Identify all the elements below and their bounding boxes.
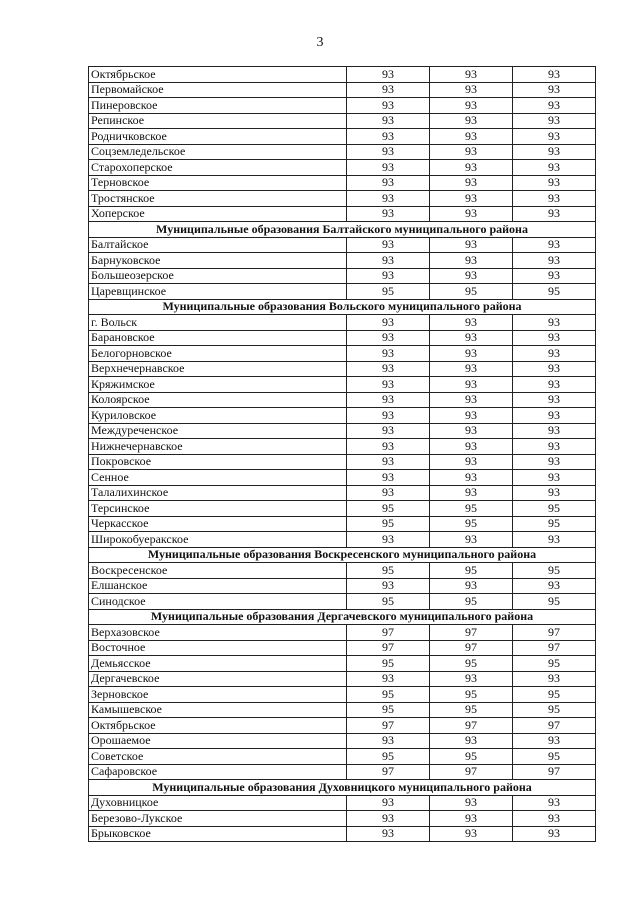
municipality-name: Царевщинское bbox=[89, 284, 347, 300]
table-row bbox=[89, 795, 596, 811]
municipality-name: Колоярское bbox=[89, 392, 347, 408]
table-row bbox=[89, 656, 596, 672]
table-row bbox=[89, 113, 596, 129]
value-cell-2: 93 bbox=[430, 330, 513, 346]
table-row bbox=[89, 253, 596, 269]
value-cell-2: 93 bbox=[430, 237, 513, 253]
value-cell-3: 93 bbox=[513, 485, 596, 501]
municipality-name: Репинское bbox=[89, 113, 347, 129]
table-row bbox=[89, 82, 596, 98]
value-cell-2: 93 bbox=[430, 98, 513, 114]
municipality-name: Родничковское bbox=[89, 129, 347, 145]
section-title: Муниципальные образования Вольского муниципального района bbox=[89, 299, 596, 315]
value-cell-3: 93 bbox=[513, 346, 596, 362]
table-row bbox=[89, 578, 596, 594]
value-cell-2: 93 bbox=[430, 439, 513, 455]
value-cell-3: 95 bbox=[513, 702, 596, 718]
table-row bbox=[89, 346, 596, 362]
value-cell-3: 93 bbox=[513, 315, 596, 331]
value-cell-3: 93 bbox=[513, 330, 596, 346]
table-row bbox=[89, 268, 596, 284]
value-cell-3: 93 bbox=[513, 237, 596, 253]
value-cell-1: 93 bbox=[347, 361, 430, 377]
value-cell-2: 93 bbox=[430, 811, 513, 827]
table-row bbox=[89, 144, 596, 160]
value-cell-2: 95 bbox=[430, 594, 513, 610]
municipality-name: Воскресенское bbox=[89, 563, 347, 579]
value-cell-3: 93 bbox=[513, 82, 596, 98]
table-row bbox=[89, 284, 596, 300]
table-row bbox=[89, 191, 596, 207]
value-cell-2: 95 bbox=[430, 516, 513, 532]
value-cell-2: 93 bbox=[430, 392, 513, 408]
section-header-row bbox=[89, 222, 596, 238]
value-cell-3: 93 bbox=[513, 470, 596, 486]
municipality-name: Черкасское bbox=[89, 516, 347, 532]
value-cell-1: 95 bbox=[347, 516, 430, 532]
value-cell-2: 93 bbox=[430, 361, 513, 377]
value-cell-3: 93 bbox=[513, 67, 596, 83]
value-cell-3: 93 bbox=[513, 113, 596, 129]
value-cell-2: 93 bbox=[430, 129, 513, 145]
value-cell-3: 93 bbox=[513, 253, 596, 269]
municipality-name: Елшанское bbox=[89, 578, 347, 594]
table-row bbox=[89, 129, 596, 145]
table-row bbox=[89, 439, 596, 455]
value-cell-1: 93 bbox=[347, 82, 430, 98]
value-cell-2: 93 bbox=[430, 532, 513, 548]
value-cell-1: 93 bbox=[347, 377, 430, 393]
value-cell-3: 93 bbox=[513, 454, 596, 470]
value-cell-1: 93 bbox=[347, 392, 430, 408]
table-row bbox=[89, 640, 596, 656]
value-cell-2: 93 bbox=[430, 175, 513, 191]
value-cell-3: 93 bbox=[513, 439, 596, 455]
value-cell-1: 97 bbox=[347, 764, 430, 780]
value-cell-1: 93 bbox=[347, 129, 430, 145]
value-cell-3: 95 bbox=[513, 563, 596, 579]
value-cell-2: 95 bbox=[430, 563, 513, 579]
table-row bbox=[89, 516, 596, 532]
value-cell-3: 97 bbox=[513, 625, 596, 641]
value-cell-2: 93 bbox=[430, 377, 513, 393]
value-cell-1: 93 bbox=[347, 454, 430, 470]
value-cell-3: 93 bbox=[513, 795, 596, 811]
table-row bbox=[89, 764, 596, 780]
value-cell-1: 97 bbox=[347, 718, 430, 734]
value-cell-2: 93 bbox=[430, 160, 513, 176]
municipality-name: Старохоперское bbox=[89, 160, 347, 176]
value-cell-3: 93 bbox=[513, 826, 596, 842]
value-cell-2: 93 bbox=[430, 268, 513, 284]
table-row bbox=[89, 702, 596, 718]
municipality-name: Балтайское bbox=[89, 237, 347, 253]
section-header-row bbox=[89, 609, 596, 625]
value-cell-3: 95 bbox=[513, 516, 596, 532]
value-cell-1: 93 bbox=[347, 532, 430, 548]
value-cell-1: 93 bbox=[347, 98, 430, 114]
value-cell-3: 93 bbox=[513, 532, 596, 548]
value-cell-3: 93 bbox=[513, 423, 596, 439]
value-cell-2: 97 bbox=[430, 625, 513, 641]
table-row bbox=[89, 67, 596, 83]
municipality-name: Барнуковское bbox=[89, 253, 347, 269]
table-row bbox=[89, 625, 596, 641]
municipality-name: Октябрьское bbox=[89, 718, 347, 734]
value-cell-1: 93 bbox=[347, 485, 430, 501]
value-cell-3: 93 bbox=[513, 671, 596, 687]
municipality-name: Камышевское bbox=[89, 702, 347, 718]
value-cell-3: 93 bbox=[513, 98, 596, 114]
municipality-name: Духовницкое bbox=[89, 795, 347, 811]
value-cell-2: 93 bbox=[430, 826, 513, 842]
municipality-name: Соцземледельское bbox=[89, 144, 347, 160]
municipality-name: Верхазовское bbox=[89, 625, 347, 641]
table-row bbox=[89, 330, 596, 346]
value-cell-2: 93 bbox=[430, 733, 513, 749]
value-cell-1: 93 bbox=[347, 439, 430, 455]
section-title: Муниципальные образования Воскресенского муниципального района bbox=[89, 547, 596, 563]
value-cell-1: 93 bbox=[347, 206, 430, 222]
municipality-name: Дергачевское bbox=[89, 671, 347, 687]
municipality-name: Березово-Лукское bbox=[89, 811, 347, 827]
value-cell-3: 95 bbox=[513, 501, 596, 517]
value-cell-2: 93 bbox=[430, 454, 513, 470]
table-row bbox=[89, 206, 596, 222]
table-row bbox=[89, 377, 596, 393]
value-cell-1: 93 bbox=[347, 144, 430, 160]
value-cell-3: 95 bbox=[513, 594, 596, 610]
value-cell-3: 93 bbox=[513, 392, 596, 408]
value-cell-3: 93 bbox=[513, 268, 596, 284]
municipality-name: г. Вольск bbox=[89, 315, 347, 331]
municipality-name: Кряжимское bbox=[89, 377, 347, 393]
municipality-name: Синодское bbox=[89, 594, 347, 610]
value-cell-1: 93 bbox=[347, 330, 430, 346]
value-cell-3: 93 bbox=[513, 144, 596, 160]
value-cell-1: 95 bbox=[347, 284, 430, 300]
value-cell-1: 93 bbox=[347, 191, 430, 207]
value-cell-1: 93 bbox=[347, 795, 430, 811]
value-cell-3: 95 bbox=[513, 656, 596, 672]
value-cell-3: 93 bbox=[513, 206, 596, 222]
table-row bbox=[89, 501, 596, 517]
value-cell-3: 97 bbox=[513, 764, 596, 780]
value-cell-3: 93 bbox=[513, 733, 596, 749]
value-cell-2: 95 bbox=[430, 749, 513, 765]
municipality-name: Барановское bbox=[89, 330, 347, 346]
table-row bbox=[89, 811, 596, 827]
municipality-name: Восточное bbox=[89, 640, 347, 656]
table-row bbox=[89, 563, 596, 579]
value-cell-3: 93 bbox=[513, 377, 596, 393]
value-cell-1: 93 bbox=[347, 470, 430, 486]
table-row bbox=[89, 175, 596, 191]
value-cell-1: 93 bbox=[347, 408, 430, 424]
municipality-name: Советское bbox=[89, 749, 347, 765]
table-row bbox=[89, 237, 596, 253]
table-row bbox=[89, 749, 596, 765]
value-cell-2: 93 bbox=[430, 795, 513, 811]
table-row bbox=[89, 485, 596, 501]
value-cell-3: 97 bbox=[513, 718, 596, 734]
municipality-name: Первомайское bbox=[89, 82, 347, 98]
value-cell-1: 93 bbox=[347, 578, 430, 594]
value-cell-2: 93 bbox=[430, 408, 513, 424]
value-cell-1: 93 bbox=[347, 671, 430, 687]
municipality-name: Талалихинское bbox=[89, 485, 347, 501]
table-row bbox=[89, 733, 596, 749]
section-header-row bbox=[89, 299, 596, 315]
value-cell-2: 93 bbox=[430, 144, 513, 160]
value-cell-1: 95 bbox=[347, 594, 430, 610]
table-row bbox=[89, 392, 596, 408]
value-cell-3: 93 bbox=[513, 408, 596, 424]
value-cell-1: 93 bbox=[347, 346, 430, 362]
value-cell-3: 93 bbox=[513, 578, 596, 594]
table-row bbox=[89, 671, 596, 687]
section-header-row bbox=[89, 780, 596, 796]
value-cell-1: 93 bbox=[347, 811, 430, 827]
municipality-name: Брыковское bbox=[89, 826, 347, 842]
value-cell-1: 93 bbox=[347, 268, 430, 284]
municipality-name: Нижнечернавское bbox=[89, 439, 347, 455]
table-row bbox=[89, 361, 596, 377]
value-cell-2: 93 bbox=[430, 671, 513, 687]
table-row bbox=[89, 826, 596, 842]
municipality-name: Верхнечернавское bbox=[89, 361, 347, 377]
municipality-name: Покровское bbox=[89, 454, 347, 470]
value-cell-1: 95 bbox=[347, 749, 430, 765]
table-row bbox=[89, 718, 596, 734]
value-cell-1: 97 bbox=[347, 640, 430, 656]
value-cell-2: 93 bbox=[430, 113, 513, 129]
section-title: Муниципальные образования Духовницкого муниципального района bbox=[89, 780, 596, 796]
value-cell-1: 93 bbox=[347, 113, 430, 129]
municipality-name: Зерновское bbox=[89, 687, 347, 703]
table-row bbox=[89, 594, 596, 610]
value-cell-1: 95 bbox=[347, 501, 430, 517]
value-cell-3: 93 bbox=[513, 361, 596, 377]
table-row bbox=[89, 454, 596, 470]
value-cell-2: 95 bbox=[430, 284, 513, 300]
table-row bbox=[89, 532, 596, 548]
value-cell-2: 93 bbox=[430, 346, 513, 362]
section-title: Муниципальные образования Дергачевского муниципального района bbox=[89, 609, 596, 625]
municipality-name: Широкобуеракское bbox=[89, 532, 347, 548]
section-header-row bbox=[89, 547, 596, 563]
value-cell-3: 93 bbox=[513, 175, 596, 191]
value-cell-2: 93 bbox=[430, 253, 513, 269]
value-cell-2: 95 bbox=[430, 501, 513, 517]
municipality-name: Сенное bbox=[89, 470, 347, 486]
table-row bbox=[89, 315, 596, 331]
value-cell-1: 95 bbox=[347, 687, 430, 703]
value-cell-1: 93 bbox=[347, 237, 430, 253]
value-cell-2: 93 bbox=[430, 67, 513, 83]
value-cell-1: 93 bbox=[347, 160, 430, 176]
value-cell-1: 95 bbox=[347, 656, 430, 672]
tariff-table bbox=[88, 66, 596, 842]
value-cell-1: 93 bbox=[347, 67, 430, 83]
value-cell-2: 93 bbox=[430, 315, 513, 331]
table-row bbox=[89, 160, 596, 176]
municipality-name: Орошаемое bbox=[89, 733, 347, 749]
value-cell-1: 97 bbox=[347, 625, 430, 641]
municipality-name: Тростянское bbox=[89, 191, 347, 207]
value-cell-2: 97 bbox=[430, 764, 513, 780]
value-cell-2: 95 bbox=[430, 656, 513, 672]
municipality-name: Большеозерское bbox=[89, 268, 347, 284]
municipality-name: Междуреченское bbox=[89, 423, 347, 439]
value-cell-2: 97 bbox=[430, 640, 513, 656]
value-cell-1: 93 bbox=[347, 253, 430, 269]
value-cell-2: 93 bbox=[430, 470, 513, 486]
value-cell-3: 93 bbox=[513, 129, 596, 145]
municipality-name: Сафаровское bbox=[89, 764, 347, 780]
value-cell-1: 93 bbox=[347, 423, 430, 439]
value-cell-1: 95 bbox=[347, 702, 430, 718]
table-row bbox=[89, 470, 596, 486]
value-cell-2: 93 bbox=[430, 206, 513, 222]
value-cell-2: 93 bbox=[430, 423, 513, 439]
value-cell-3: 95 bbox=[513, 284, 596, 300]
value-cell-2: 93 bbox=[430, 191, 513, 207]
value-cell-2: 97 bbox=[430, 718, 513, 734]
value-cell-1: 93 bbox=[347, 826, 430, 842]
value-cell-2: 93 bbox=[430, 82, 513, 98]
municipality-name: Демьясское bbox=[89, 656, 347, 672]
value-cell-2: 93 bbox=[430, 485, 513, 501]
value-cell-3: 95 bbox=[513, 749, 596, 765]
table-row bbox=[89, 423, 596, 439]
municipality-name: Хоперское bbox=[89, 206, 347, 222]
value-cell-1: 93 bbox=[347, 315, 430, 331]
value-cell-3: 93 bbox=[513, 191, 596, 207]
value-cell-3: 93 bbox=[513, 160, 596, 176]
table-row bbox=[89, 408, 596, 424]
municipality-name: Терновское bbox=[89, 175, 347, 191]
municipality-name: Куриловское bbox=[89, 408, 347, 424]
value-cell-3: 95 bbox=[513, 687, 596, 703]
section-title: Муниципальные образования Балтайского муниципального района bbox=[89, 222, 596, 238]
municipality-name: Октябрьское bbox=[89, 67, 347, 83]
value-cell-1: 93 bbox=[347, 175, 430, 191]
value-cell-1: 93 bbox=[347, 733, 430, 749]
value-cell-2: 93 bbox=[430, 578, 513, 594]
municipality-name: Терсинское bbox=[89, 501, 347, 517]
table-body bbox=[89, 67, 596, 842]
value-cell-2: 95 bbox=[430, 702, 513, 718]
municipality-name: Белогорновское bbox=[89, 346, 347, 362]
page-number: 3 bbox=[316, 35, 324, 50]
value-cell-3: 97 bbox=[513, 640, 596, 656]
table-row bbox=[89, 98, 596, 114]
table-row bbox=[89, 687, 596, 703]
value-cell-1: 95 bbox=[347, 563, 430, 579]
value-cell-2: 95 bbox=[430, 687, 513, 703]
value-cell-3: 93 bbox=[513, 811, 596, 827]
municipality-name: Пинеровское bbox=[89, 98, 347, 114]
